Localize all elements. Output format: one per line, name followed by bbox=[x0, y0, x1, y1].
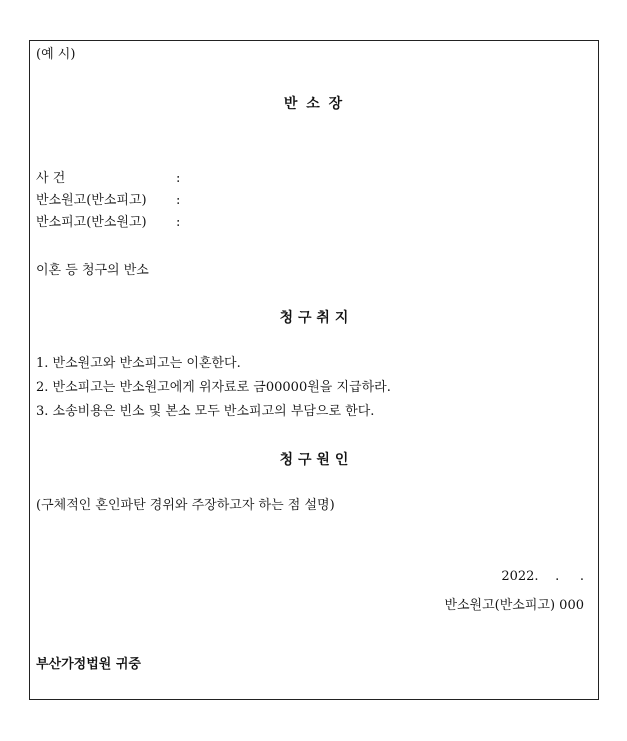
party-counterclaim-plaintiff-sep: : bbox=[176, 193, 181, 208]
cause-text: (구체적인 혼인파탄 경위와 주장하고자 하는 점 설명) bbox=[36, 498, 335, 513]
court-addressee: 부산가정법원 귀중 bbox=[36, 657, 141, 672]
claim-item-1: 1. 반소원고와 반소피고는 이혼한다. bbox=[36, 356, 241, 371]
claim-item-2: 2. 반소피고는 반소원고에게 위자료로 금00000원을 지급하라. bbox=[36, 380, 391, 395]
signature: 반소원고(반소피고) 000 bbox=[444, 598, 584, 613]
party-counterclaim-defendant-sep: : bbox=[176, 215, 181, 230]
filing-date: 2022. . . bbox=[501, 569, 584, 584]
cause-heading: 청 구 원 인 bbox=[279, 452, 349, 468]
claim-heading: 청 구 취 지 bbox=[279, 310, 349, 326]
party-case-label: 사 건 bbox=[36, 171, 66, 186]
example-label: (예 시) bbox=[36, 47, 76, 62]
claim-item-3: 3. 소송비용은 빈소 및 본소 모두 반소피고의 부담으로 한다. bbox=[36, 404, 375, 419]
document-title: 반 소 장 bbox=[283, 96, 345, 112]
document-frame bbox=[29, 40, 599, 700]
case-name: 이혼 등 청구의 반소 bbox=[36, 263, 149, 278]
party-case-sep: : bbox=[176, 171, 181, 186]
party-counterclaim-plaintiff-label: 반소원고(반소피고) bbox=[36, 193, 147, 208]
party-counterclaim-defendant-label: 반소피고(반소원고) bbox=[36, 215, 147, 230]
